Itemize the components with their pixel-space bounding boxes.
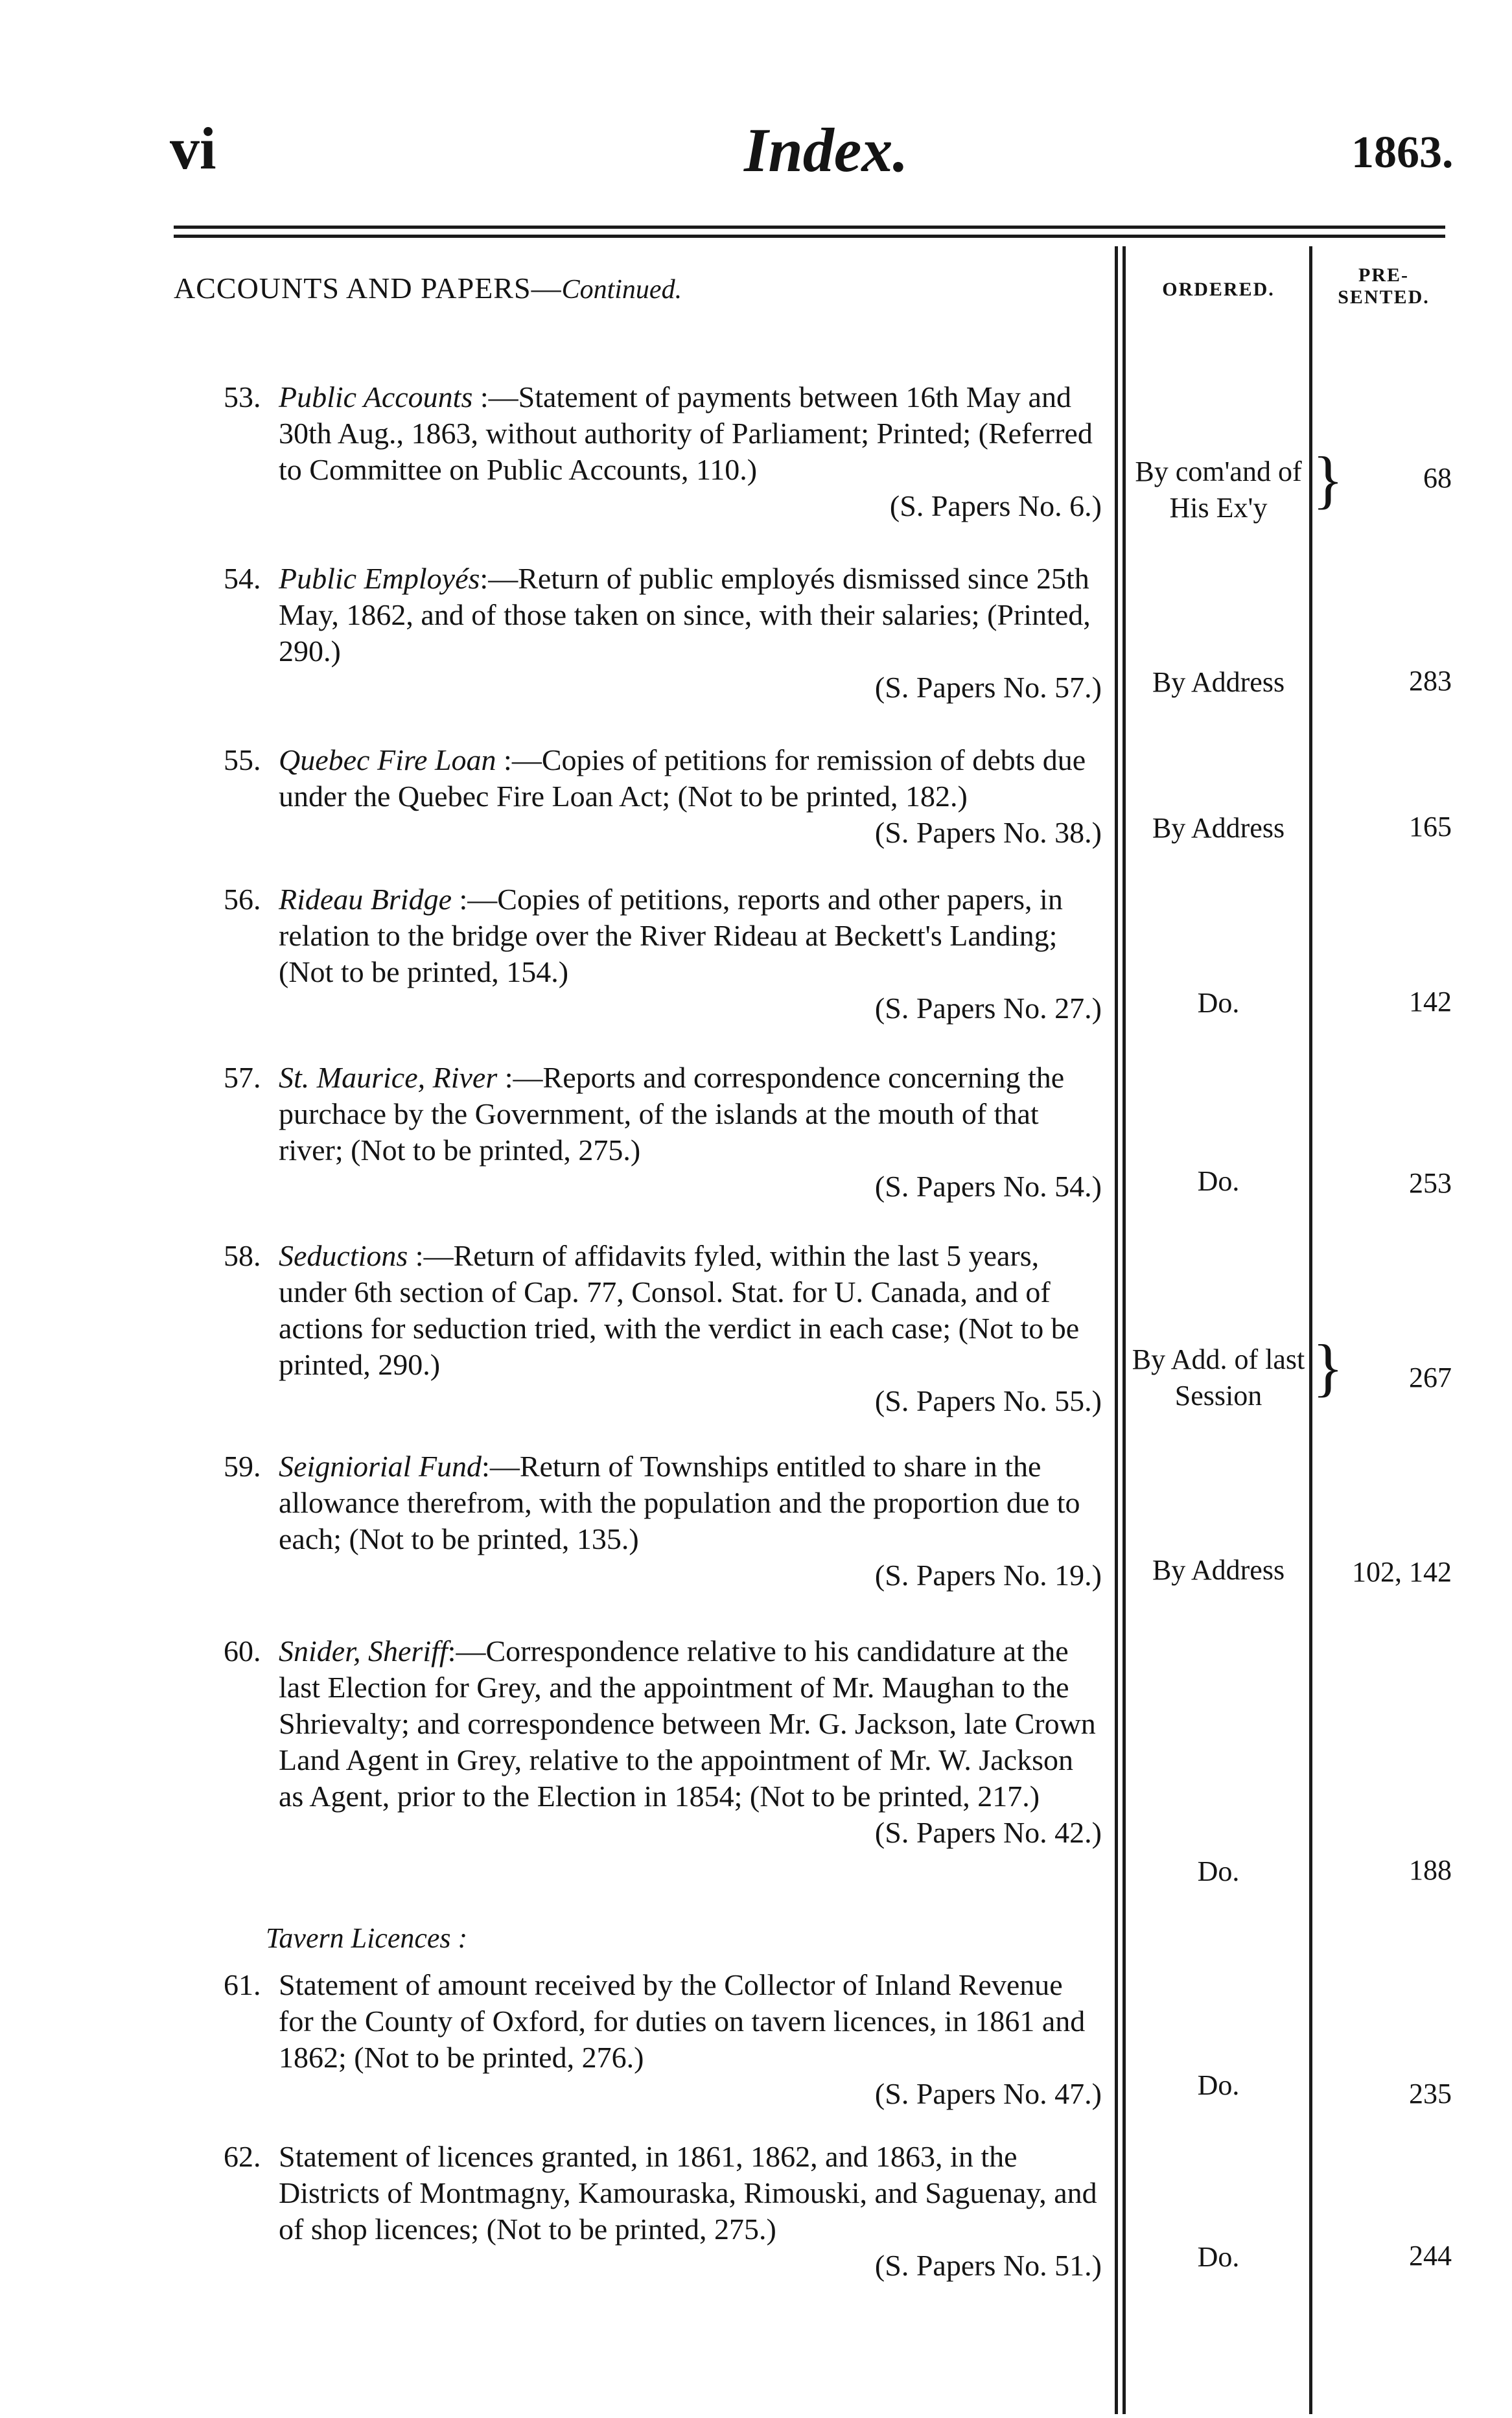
entry-presented: 253 <box>1409 1167 1452 1199</box>
entry-text: :—Copies of petitions, reports and other papers, in relation to the bridge over the River Rideau at Beckett's Landing; (Not to be printed, 154.) <box>279 883 1063 988</box>
entry-text: :—Return of public employés dismissed since 25th May, 1862, and of those taken on since, with their salaries; (Printed, 290.) <box>279 562 1091 668</box>
column-header-presented-line1: PRE- <box>1358 264 1409 286</box>
index-entry <box>224 1448 1102 1594</box>
entry-number: 60. <box>224 1634 261 1668</box>
section-title <box>174 271 682 305</box>
entry-reference: (S. Papers No. 42.) <box>874 1816 1102 1849</box>
entry-ordered: Do. <box>1197 1855 1240 1887</box>
index-entry <box>224 379 1102 524</box>
section-title-main: ACCOUNTS AND PAPERS— <box>174 272 562 305</box>
entry-ordered: By Address <box>1152 812 1285 844</box>
entry-text: :—Return of Townships entitled to share in the allowance therefrom, with the population and the proportion due to each; (Not to be printed, 135.) <box>279 1450 1080 1555</box>
subheading: Tavern Licences : <box>266 1922 468 1954</box>
entry-text: :—Reports and correspondence concerning the purchace by the Government, of the islands at the mouth of that river; (Not to be printed, 275.) <box>279 1061 1065 1167</box>
entry-reference: (S. Papers No. 55.) <box>874 1384 1102 1417</box>
entry-text: :—Return of affidavits fyled, within the last 5 years, under 6th section of Cap. 77, Consol. Stat. for U. Canada, and of actions for seduction tried, with the verdict in each case; (Not to be printed, 290.) <box>279 1239 1080 1381</box>
entry-title: Seigniorial Fund <box>279 1450 482 1483</box>
header-rule-bottom <box>174 235 1445 238</box>
entry-number: 57. <box>224 1061 261 1094</box>
entry-text: :—Correspondence relative to his candidature at the last Election for Grey, and the appointment of Mr. Maughan to the Shrievalty; and correspondence between Mr. G. Jackson, late Crown Land Agent in Grey, relative to the appointment of Mr. W. Jackson as Agent, prior to the Election in 1854; (Not to be printed, 217.) <box>279 1634 1096 1813</box>
entry-presented: 235 <box>1409 2078 1452 2110</box>
entry-ordered: By Address <box>1152 1554 1285 1586</box>
entry-ordered: By Address <box>1152 666 1285 698</box>
page-number: vi <box>170 115 216 181</box>
entry-title: Public Accounts <box>279 380 473 413</box>
entry-reference: (S. Papers No. 27.) <box>874 992 1102 1025</box>
entry-title: Seductions <box>279 1239 408 1272</box>
entry-reference: (S. Papers No. 51.) <box>874 2249 1102 2282</box>
entry-presented: 68 <box>1423 462 1452 494</box>
entry-reference: (S. Papers No. 6.) <box>889 489 1102 522</box>
entry-reference: (S. Papers No. 54.) <box>874 1170 1102 1203</box>
entry-text: :—Copies of petitions for remission of debts due under the Quebec Fire Loan Act; (Not to be printed, 182.) <box>279 743 1086 813</box>
entry-presented: 165 <box>1409 811 1452 843</box>
page-year: 1863. <box>1351 128 1454 178</box>
entry-text: Statement of licences granted, in 1861, 1862, and 1863, in the Districts of Montmagny, Kamouraska, Rimouski, and Saguenay, and of shop licences; (Not to be printed, 275.) <box>279 2140 1097 2246</box>
entry-presented: 188 <box>1409 1854 1452 1886</box>
column-rule-3 <box>1309 246 1312 2414</box>
brace-icon: } <box>1312 1331 1343 1403</box>
column-header-ordered: ORDERED. <box>1162 279 1275 300</box>
entry-text: :—Statement of payments between 16th May and 30th Aug., 1863, without authority of Parliament; Printed; (Referred to Committee on Public Accounts, 110.) <box>279 380 1093 486</box>
section-title-continued: Continued. <box>561 275 682 305</box>
index-entry <box>224 1967 1102 2112</box>
entry-presented: 102, 142 <box>1352 1556 1452 1588</box>
entry-number: 61. <box>224 1968 261 2001</box>
entry-presented: 244 <box>1409 2240 1452 2272</box>
column-header-presented <box>1316 264 1452 308</box>
entry-reference: (S. Papers No. 19.) <box>874 1559 1102 1592</box>
index-entry <box>224 1060 1102 1205</box>
index-entry <box>224 2139 1102 2284</box>
entry-title: Public Employés <box>279 562 480 595</box>
column-rule-1 <box>1115 246 1118 2414</box>
column-rule-2 <box>1122 246 1126 2414</box>
entry-ordered: Do. <box>1197 2241 1240 2273</box>
entry-presented: 283 <box>1409 665 1452 697</box>
entry-number: 56. <box>224 883 261 916</box>
entry-ordered: Do. <box>1197 987 1240 1019</box>
index-entry <box>224 1633 1102 1851</box>
entry-title: Rideau Bridge <box>279 883 452 916</box>
entry-text: Statement of amount received by the Collector of Inland Revenue for the County of Oxford, for duties on tavern licences, in 1861 and 1862; (Not to be printed, 276.) <box>279 1968 1086 2074</box>
entry-reference: (S. Papers No. 57.) <box>874 671 1102 704</box>
entry-presented: 142 <box>1409 986 1452 1017</box>
entry-number: 55. <box>224 743 261 776</box>
brace-icon: } <box>1312 443 1343 515</box>
header-rule-top <box>174 226 1445 229</box>
entry-reference: (S. Papers No. 47.) <box>874 2077 1102 2110</box>
page-title: Index. <box>744 115 909 185</box>
column-header-presented-line2: SENTED. <box>1338 286 1430 308</box>
index-entry <box>224 881 1102 1027</box>
index-entry <box>224 561 1102 706</box>
entry-number: 54. <box>224 562 261 595</box>
entry-ordered: By Add. of last Session <box>1132 1343 1305 1412</box>
entry-number: 59. <box>224 1450 261 1483</box>
entry-ordered: Do. <box>1197 1165 1240 1197</box>
entry-title: Snider, Sheriff <box>279 1634 448 1668</box>
entry-title: Quebec Fire Loan <box>279 743 496 776</box>
index-entry <box>224 1238 1102 1419</box>
entry-reference: (S. Papers No. 38.) <box>874 816 1102 849</box>
entry-ordered: By com'and of His Ex'y <box>1135 456 1302 524</box>
entry-number: 62. <box>224 2140 261 2173</box>
entry-presented: 267 <box>1409 1362 1452 1393</box>
entry-title: St. Maurice, River <box>279 1061 498 1094</box>
entry-ordered: Do. <box>1197 2069 1240 2101</box>
entry-number: 53. <box>224 380 261 413</box>
entry-number: 58. <box>224 1239 261 1272</box>
index-entry <box>224 742 1102 851</box>
